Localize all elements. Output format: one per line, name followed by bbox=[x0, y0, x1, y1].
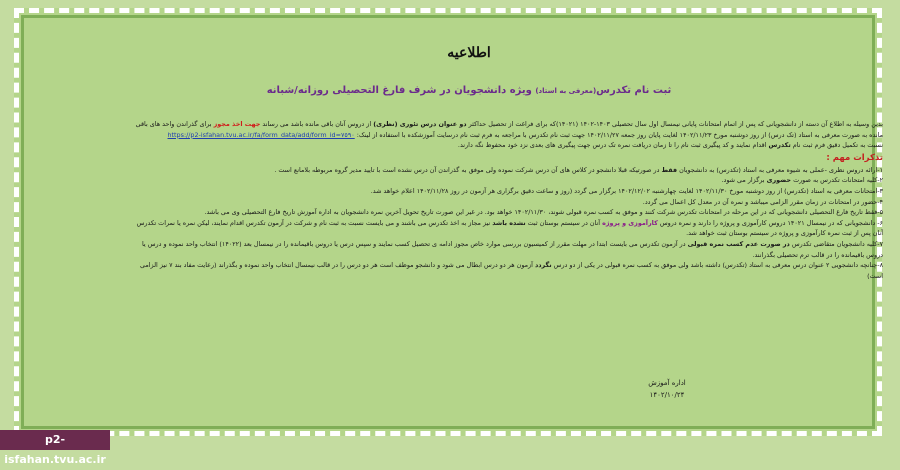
note-8 bbox=[55, 260, 883, 271]
intro-text: از دروس آنان باقی مانده باشد می رساند bbox=[260, 120, 374, 128]
note-text: در صورتیکه قبلا دانشجو در کلاس های آن درس شرکت نموده ولی موفق به گذراندن آن درس نشده است با تایید مدیر گروه مربوطه بلامانع است . bbox=[274, 165, 662, 174]
note-highlight: حضوری bbox=[766, 176, 792, 185]
intro-text: بدین وسیله به اطلاع آن دسته از دانشجویانی که پس از اتمام امتحانات پایانی نیمسال اول سال تحصیلی ۱۴۰۳-۱۴۰۲ (۱۴۰۲۱)که برای فراغت از تحصیل حداکثر bbox=[466, 120, 883, 128]
subtitle-part-a: ثبت نام تکدرس bbox=[596, 85, 672, 96]
intro-highlight: تکدرس bbox=[768, 141, 791, 150]
note-3: ۳-امتحانات معرفی به استاد (تکدرس) از روز دوشنبه مورخ ۱۴۰۲/۱۱/۳۰ لغایت چهارشنبه ۱۴۰۲/۱۲/۰۲ برگزار می گردد (روز و ساعت دقیق برگزاری هر آزمون در روز ۱۴۰۲/۱۱/۲۸ اعلام خواهد شد. bbox=[370, 186, 883, 195]
note-2 bbox=[55, 175, 883, 186]
note-text: در آزمون تکدرس می بایست ابتدا در مهلت مقرر از کمیسیون بررسی موارد خاص مجوز ادامه ی تحصیل کسب نمایند و سپس درس یا دروس باقیمانده را در نیمسال بعد (۱۴۰۲۲) انتخاب واحد نموده و درس یا bbox=[141, 239, 688, 248]
notice-content bbox=[55, 45, 883, 427]
note-7-cont: دروس باقیمانده را در قالب ترم تحصیلی بگذرانند. bbox=[752, 250, 883, 259]
site-badge[interactable]: p2-isfahan.tvu.ac.ir bbox=[0, 430, 110, 450]
intro-text: برای گذراندن واحد های باقی bbox=[135, 120, 214, 128]
note-6 bbox=[55, 218, 883, 229]
note-1 bbox=[55, 165, 883, 176]
note-highlight: در صورت عدم کسب نمره قبولی bbox=[687, 239, 790, 248]
note-text: نیز مجاز به اخذ تکدرس می باشند و می بایست نسبت به ثبت نام و شرکت در آزمون تکدرس اقدام نمایند، لیکن نمره یا نمرات تکدرس bbox=[136, 218, 493, 227]
note-6-cont: آنان پس از ثبت نمره کارآموزی و پروژه در سیستم بوستان ثبت خواهد شد. bbox=[686, 229, 883, 238]
notice-body bbox=[55, 119, 883, 281]
notice-title: اطلاعیه bbox=[447, 45, 491, 61]
intro-line-2 bbox=[55, 130, 883, 141]
note-highlight: کارآموزی و پروژه bbox=[602, 218, 658, 227]
note-text: ۲-کلیه امتحانات تکدرس به صورت bbox=[791, 176, 883, 185]
note-text: ۱-ارائه دروس نظری -عملی به شیوه معرفی به استاد (تکدرس) به دانشجویان bbox=[677, 165, 883, 174]
note-text: ۶- دانشجویانی که در نیمسال ۱۴۰۲۱ دروس کارآموزی و پروژه را دارند و نمره دروس bbox=[657, 218, 883, 227]
notice-subtitle bbox=[55, 85, 883, 96]
intro-line-1 bbox=[55, 119, 883, 130]
note-text: آنان در سیستم بوستان ثبت bbox=[525, 218, 603, 227]
note-5: ۵-فقط تاریخ فارغ التحصیلی دانشجویانی که در این مرحله در امتحانات تکدرس شرکت کنند و موفق به کسب نمره قبولی شوند، ۱۴۰۲/۱۱/۳۰ خواهد بود. در غیر این صورت تاریخ تحویل آخرین نمره دانشجویان به اداره آموزش تاریخ فارغ التحصیلی وی می باشد. bbox=[204, 208, 883, 217]
intro-text: مانده به صورت معرفی به استاد (تک درس) از روز دوشنبه مورخ ۱۴۰۲/۱۱/۲۳ لغایت پایان روز جمعه ۱۴۰۲/۱۱/۲۷ جهت ثبت نام تکدرس با مراجعه به فرم ثبت نام درسایت آموزشکده با استفاده از لینک: bbox=[354, 130, 883, 139]
note-text: ۸-چنانچه دانشجویی ۲ عنوان درس معرفی به استاد (تکدرس) داشته باشد ولی موفق به کسب نمره قبولی در یکی از دو درس bbox=[551, 261, 883, 270]
note-highlight: فقط bbox=[661, 165, 678, 174]
note-text: ۷-کلیه دانشجویان متقاضی تکدرس bbox=[789, 239, 883, 248]
intro-line-3 bbox=[55, 140, 883, 151]
note-text: برگزار می شود. bbox=[721, 176, 767, 185]
intro-highlight: دو عنوان درس تئوری (نظری) bbox=[373, 120, 467, 128]
registration-link[interactable]: https://p2-isfahan.tvu.ac.ir/fa/form_data/add/form_id=٧٥٩٠ bbox=[167, 130, 355, 139]
note-4: ۴-حضور در امتحانات در زمان مقرر الزامی میباشد و نمره آن در معدل کل اعمال می گردد. bbox=[642, 197, 883, 206]
subtitle-small: (معرفی به استاد) bbox=[535, 87, 597, 95]
notice-frame bbox=[14, 8, 882, 436]
signature-office: اداره آموزش bbox=[648, 379, 686, 387]
note-highlight: نگردد bbox=[534, 261, 552, 270]
note-text: آزمون هر دو درس ابطال می شود و دانشجو موظف است هر دو درس را در قالب نیمسال انتخاب واحد نموده و بگذراند (رعایت مفاد بند ۷ نیز الزامی bbox=[140, 261, 535, 270]
signature-block bbox=[627, 377, 707, 401]
note-highlight: نشده باشد bbox=[492, 218, 526, 227]
intro-text: اقدام نمایند و کد پیگیری ثبت نام را تا زمان دریافت نمره تک درس جهت پیگیری های بعدی نزد خود محفوظ نگه دارند. bbox=[457, 141, 769, 150]
notes-heading: تذکرات مهم : bbox=[826, 152, 883, 163]
intro-text: نسبت به تکمیل دقیق فرم ثبت نام bbox=[790, 141, 883, 150]
subtitle-part-b: ویژه دانشجویان در شرف فارغ التحصیلی روزانه/شبانه bbox=[266, 85, 536, 96]
note-8-cont: است) bbox=[867, 271, 883, 280]
permit-highlight: جهت اخذ مجوز bbox=[213, 120, 261, 128]
signature-date: ۱۴۰۲/۱۰/۲۴ bbox=[649, 391, 685, 399]
note-7 bbox=[55, 239, 883, 250]
